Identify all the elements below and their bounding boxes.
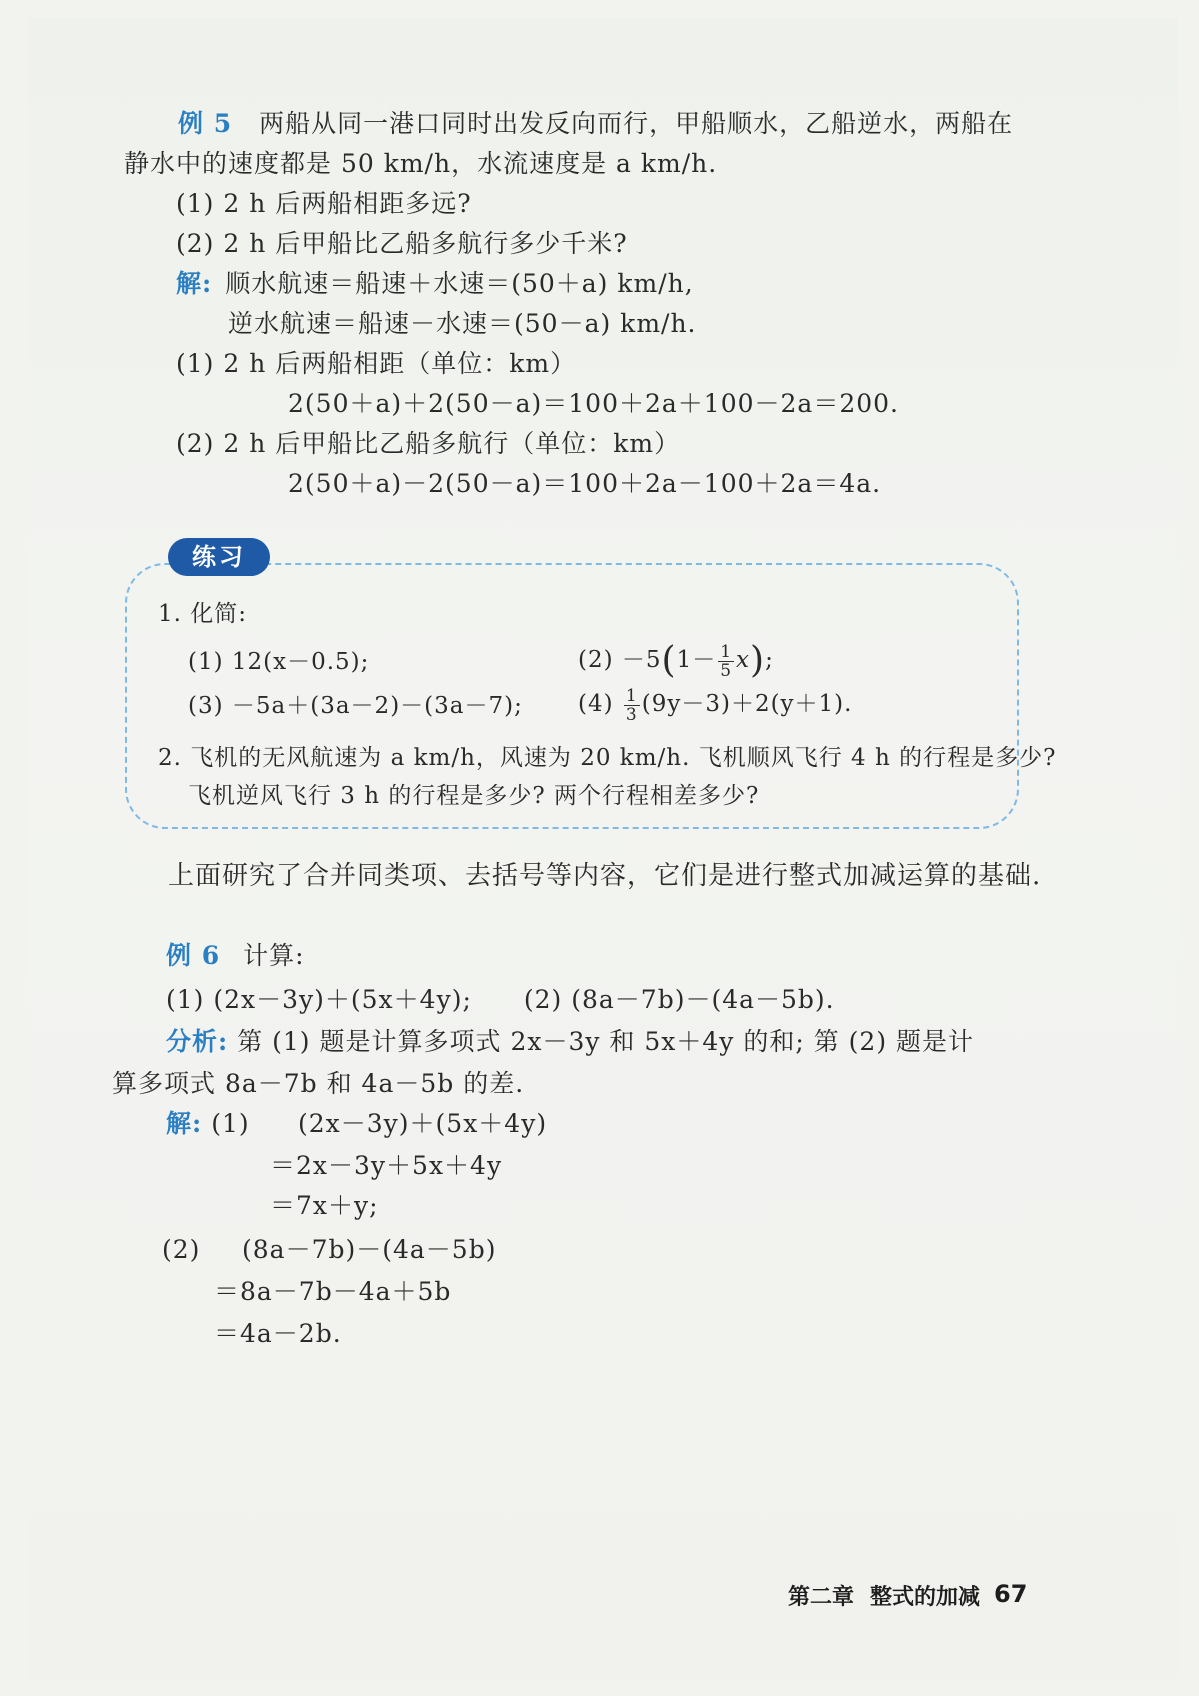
example5-part1-formula: 2(50＋a)＋2(50－a)＝100＋2a＋100－2a＝200. (288, 389, 899, 418)
example6-s2-line1: (8a－7b)－(4a－5b) (242, 1235, 497, 1264)
example5-question2: (2) 2 h 后甲船比乙船多航行多少千米? (176, 229, 628, 258)
exercise-item1-4: (4) $\frac{1}{3}$ (9y－3)＋2(y＋1). (578, 685, 853, 725)
footer-chapter: 第二章 (788, 1585, 855, 1610)
example6-s2-line3: ＝4a－2b. (214, 1319, 342, 1348)
example5-solution-line1: 解: 顺水航速＝船速＋水速＝(50＋a) km/h, (176, 269, 694, 298)
example5-intro-line1: 例 5 两船从同一港口同时出发反向而行，甲船顺水，乙船逆水，两船在 (178, 109, 1014, 138)
example6-solution-label: 解: (1) (166, 1109, 250, 1138)
summary-text: 上面研究了合并同类项、去括号等内容，它们是进行整式加减运算的基础. (168, 861, 1042, 891)
exercise-badge: 练习 (168, 538, 270, 576)
example5-label: 例 5 (178, 109, 233, 138)
exercise-item1-2: (2) －5(1－ $\frac{1}{5}$ x); (578, 640, 774, 681)
example6-analysis-line1: 分析: 第 (1) 题是计算多项式 2x－3y 和 5x＋4y 的和; 第 (2) 题是计 (166, 1027, 975, 1056)
example6-heading: 例 6 计算: (166, 941, 305, 970)
example5-part2-heading: (2) 2 h 后甲船比乙船多航行（单位：km） (176, 429, 681, 458)
example6-problems: (1) (2x－3y)＋(5x＋4y); (2) (8a－7b)－(4a－5b). (166, 985, 835, 1014)
fraction-one-fifth: $\frac{1}{5}$ (720, 641, 733, 681)
exercise-item2-line2: 飞机逆风飞行 3 h 的行程是多少? 两个行程相差多少? (188, 783, 760, 809)
exercise-item1-1: (1) 12(x－0.5); (188, 649, 370, 675)
solution-label: 解: (176, 269, 213, 298)
exercise-item2-line1: 2. 飞机的无风航速为 a km/h，风速为 20 km/h. 飞机顺风飞行 4 h 的行程是多少? (158, 745, 1057, 771)
example6-s1-line3: ＝7x＋y; (270, 1191, 379, 1220)
example6-analysis-line2: 算多项式 8a－7b 和 4a－5b 的差. (112, 1069, 525, 1098)
exercise-item1-3: (3) －5a＋(3a－2)－(3a－7); (188, 693, 523, 719)
fraction-one-third: $\frac{1}{3}$ (625, 685, 638, 725)
example6-s2-label: (2) (162, 1235, 201, 1264)
example6-s2-line2: ＝8a－7b－4a＋5b (214, 1277, 452, 1306)
exercise-item1-title: 1. 化简: (158, 601, 248, 627)
example6-s1-line1: (2x－3y)＋(5x＋4y) (298, 1109, 548, 1138)
example5-question1: (1) 2 h 后两船相距多远? (176, 189, 472, 218)
example6-label: 例 6 (166, 941, 221, 970)
textbook-page (28, 18, 1178, 1678)
example5-solution-line2: 逆水航速＝船速－水速＝(50－a) km/h. (228, 309, 697, 338)
analysis-label: 分析: (166, 1027, 229, 1056)
example5-intro-line2: 静水中的速度都是 50 km/h，水流速度是 a km/h. (124, 149, 718, 178)
example6-s1-line2: ＝2x－3y＋5x＋4y (270, 1151, 503, 1180)
example5-part2-formula: 2(50＋a)－2(50－a)＝100＋2a－100＋2a＝4a. (288, 469, 882, 498)
footer-chapter-title: 整式的加减 (870, 1585, 981, 1610)
example5-part1-heading: (1) 2 h 后两船相距（单位：km） (176, 349, 577, 378)
page-number: 67 (994, 1580, 1028, 1608)
